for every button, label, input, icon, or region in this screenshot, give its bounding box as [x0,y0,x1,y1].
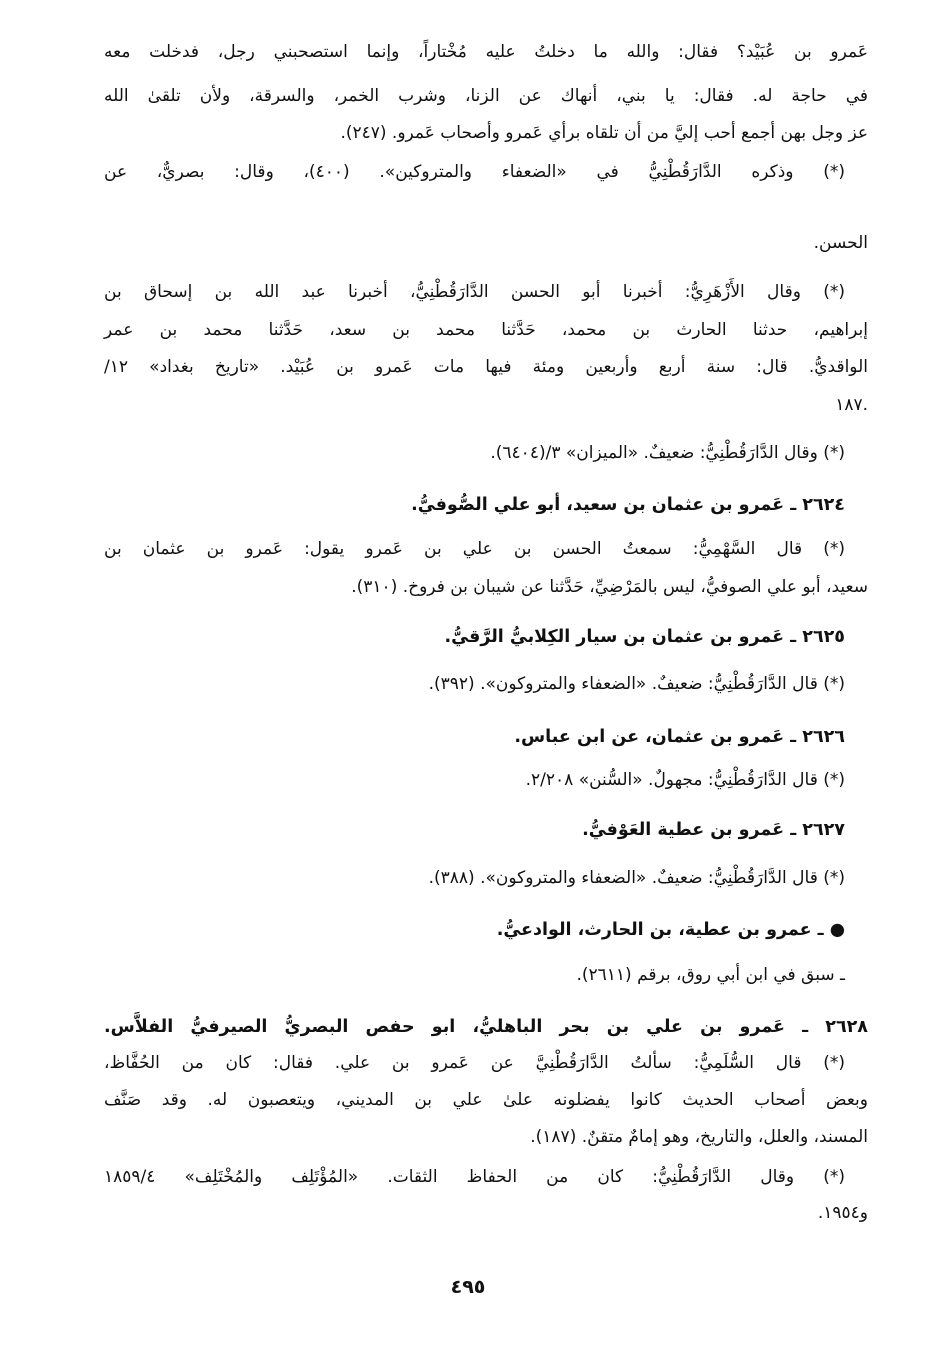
text-line: (*) قال الدَّارَقُطْنِيُّ: ضعيفٌ. «الضعفاء والمتروكون». (٣٩٢). [428,674,845,694]
text-line: و١٩٥٤. [817,1203,868,1223]
entry-heading-2627: ٢٦٢٧ ـ عَمرو بن عطية العَوْفيُّ. [582,820,845,840]
text-line: .١٨٧ [835,395,868,415]
text-line: (*) وقال الدَّارَقُطْنِيُّ: ضعيفٌ. «الميزان» ٣/(٦٤٠٤). [490,443,845,463]
text-line: (*) وقال الأَزْهَرِيُّ: أخبرنا أبو الحسن الدَّارَقُطْنِيُّ، أخبرنا عبد الله بن إسحاق بن [104,282,845,302]
text-line: الواقديُّ. قال: سنة أربع وأربعين ومئة فيها مات عَمرو بن عُبَيْد. «تاريخ بغداد» ١٢/ [104,357,868,377]
page-number: ٤٩٥ [450,1276,486,1298]
text-line: (*) قال الدَّارَقُطْنِيُّ: ضعيفٌ. «الضعفاء والمتروكون». (٣٨٨). [428,868,845,888]
text-line: (*) قال الدَّارَقُطْنِيُّ: مجهولٌ. «السُّنن» ٢/٢٠٨. [525,770,845,790]
text-line: (*) قال السَّهْمِيُّ: سمعتُ الحسن بن علي بن عَمرو يقول: عَمرو بن عثمان بن [104,539,845,559]
text-line: في حاجة له. فقال: يا بني، أنهاك عن الزنا، وشرب الخمر، والسرقة، ولأن تلقىٰ الله [104,86,868,106]
entry-heading-2628: ٢٦٢٨ ـ عَمرو بن علي بن بحر الباهليُّ، ابو حفص البصريُّ الصيرفيُّ الفلاَّس. [104,1017,868,1037]
text-line: إبراهيم، حدثنا الحارث بن محمد، حَدَّثنا محمد بن سعد، حَدَّثنا محمد بن عمر [104,320,868,340]
text-line: عَمرو بن عُبَيْد؟ فقال: والله ما دخلتُ عليه مُخْتاراً، وإنما استصحبني رجل، فدخلت معه [104,42,868,62]
entry-heading-2625: ٢٦٢٥ ـ عَمرو بن عثمان بن سيار الكِلابيُّ الرَّقيُّ. [444,627,845,647]
entry-heading-bullet: ● ـ عمرو بن عطية، بن الحارث، الوادعيُّ. [496,920,845,940]
text-line: عز وجل بهن أجمع أحب إليَّ من أن تلقاه برأي عَمرو وأصحاب عَمرو. (٢٤٧). [340,123,868,143]
entry-heading-2624: ٢٦٢٤ ـ عَمرو بن عثمان بن سعيد، أبو علي الصُّوفيُّ. [411,495,845,515]
text-line: سعيد، أبو علي الصوفيُّ، ليس بالمَرْضِيِّ، حَدَّثنا عن شيبان بن فروخ. (٣١٠). [351,577,868,597]
text-line: المسند، والعلل، والتاريخ، وهو إمامٌ متقنٌ. (١٨٧). [530,1127,868,1147]
text-line: (*) قال السُّلَمِيُّ: سألتُ الدَّارَقُطْنِيَّ عن عَمرو بن علي. فقال: كان من الحُفَّاظ، [104,1053,845,1073]
text-line: وبعض أصحاب الحديث كانوا يفضلونه علىٰ علي بن المديني، ويتعصبون له. وقد صَنَّف [104,1090,868,1110]
text-line: ـ سبق في ابن أبي روق، برقم (٢٦١١). [576,965,845,985]
text-line: (*) وذكره الدَّارَقُطْنِيُّ في «الضعفاء والمتروكين». (٤٠٠)، وقال: بصريٌّ، عن [104,162,846,182]
entry-heading-2626: ٢٦٢٦ ـ عَمرو بن عثمان، عن ابن عباس. [514,727,845,747]
text-line: (*) وقال الدَّارَقُطْنِيُّ: كان من الحفاظ الثقات. «المُؤْتَلِف والمُخْتَلِف» ١٨٥٩/٤ [104,1167,845,1187]
text-line: الحسن. [813,233,868,253]
